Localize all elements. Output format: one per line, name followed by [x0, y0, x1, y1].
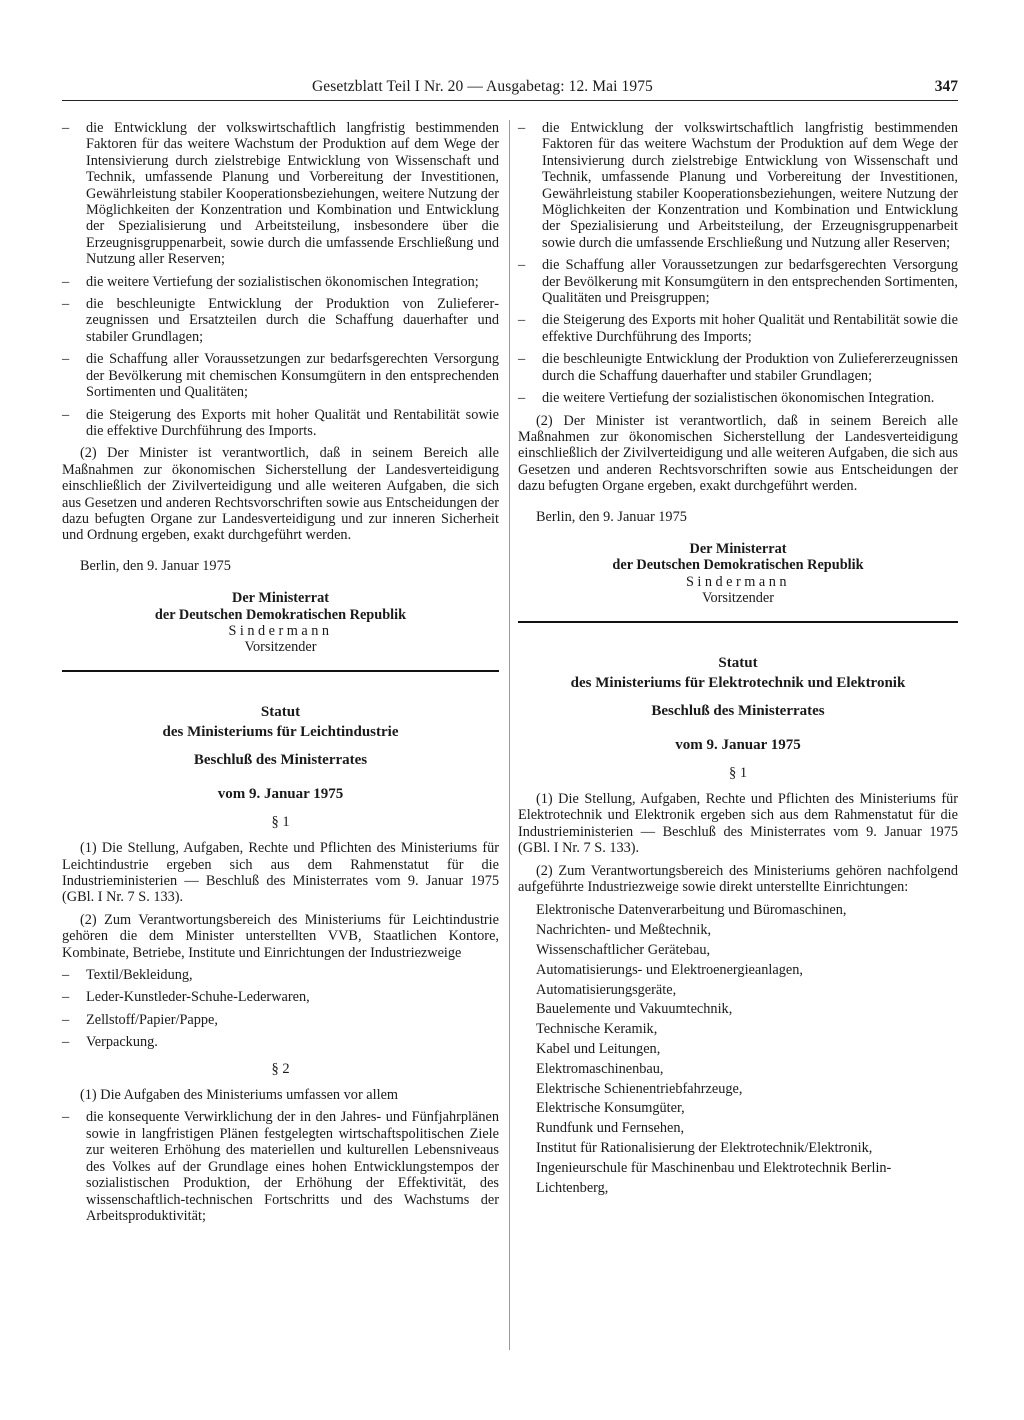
signature-name: Sindermann — [228, 622, 333, 639]
branch-item: Institut für Rationalisierung der Elektrotechnik/Elektronik, — [536, 1139, 873, 1156]
list-item: – die konsequente Verwirklichung der in den Jahres- und Fünfjahrplänen sowie in langfristigen Plänen festgelegten wirtschaftspolitischen Ziele zur weiteren Erhöhung des materiellen und kulturellen Lebensniveaus des Volkes auf der Grundlage eines hohen Entwicklungstempos der sozialistischen Produktion, der Erhöhung der Effektivität, des wissenschaftlich-technischen Fortschritts und des Wachstums der Arbeitsproduktivität; — [62, 1109, 499, 1224]
signature-role: Vorsitzender — [702, 590, 774, 607]
list-item-text: Textil/Bekleidung, — [86, 967, 193, 984]
list-item-text: die Entwicklung der volkswirtschaftlich langfristig bestimmenden Faktoren für das weitere Wachstum der Produktion auf dem Wege der Intensivierung durch zielstrebige Entwicklung von Wissenschaft und Technik, umfassende Planung und Vorbereitung der Investitionen, Gewährleistung stabiler Kooperationsbeziehungen, weitere Nutzung der Möglichkeiten der Konzentration und Kombination und Entwicklung der Spezialisierung und Arbeitsteilung, insbesondere über die Erzeugnisgruppenarbeit, sowie durch die umfassende Erschließung und Nutzung aller Reserven; — [86, 120, 499, 268]
statute-paragraph-2: (2) Zum Verantwortungsbereich des Ministeriums für Leichtindustrie gehören die dem Minister unterstellten VVB, Staatlichen Kontore, Kombinate, Betriebe, Institute und Einrichtungen der Industriezweige — [62, 911, 499, 961]
list-item: – Zellstoff/Papier/Pappe, — [62, 1011, 218, 1028]
branch-item: Nachrichten- und Meßtechnik, — [536, 922, 712, 939]
branch-item: Elektromaschinenbau, — [536, 1060, 664, 1077]
branch-item: Elektronische Datenverarbeitung und Büromaschinen, — [536, 902, 847, 919]
page-number: 347 — [934, 78, 958, 95]
signature-role: Vorsitzender — [244, 639, 317, 656]
list-item: – die Schaffung aller Voraussetzungen zur bedarfsgerechten Versorgung der Bevölkerung mit chemischen Konsumgütern in den entsprechenden Sortimenten und Qualitäten; — [62, 351, 499, 401]
list-item: – die Entwicklung der volkswirtschaftlich langfristig bestimmenden Faktoren für das weitere Wachstum der Produktion auf dem Wege der Intensivierung durch zielstrebige Entwicklung von Wissenschaft und Technik, umfassende Planung und Vorbereitung der Investitionen, Gewährleistung stabiler Kooperationsbeziehungen, weitere Nutzung der Möglichkeiten der Konzentration und Kombination und Entwicklung der Spezialisierung und Arbeitsteilung, der Erzeugnisgruppenarbeit sowie durch die umfassende Erschließung und Nutzung aller Reserven; — [518, 120, 958, 251]
statute-date: vom 9. Januar 1975 — [675, 736, 801, 753]
place-date: Berlin, den 9. Januar 1975 — [536, 508, 687, 525]
signature-org-2: der Deutschen Demokratischen Republik — [612, 557, 864, 574]
list-item-text: Zellstoff/Papier/Pappe, — [86, 1011, 218, 1028]
paragraph-2: (2) Der Minister ist verantwortlich, daß in seinem Bereich alle Maßnahmen zur ökonomischen Sicherstellung der Landesverteidigung einschließlich der Zivilverteidigung und alle weiteren Aufgaben, die sich aus Gesetzen und anderen Rechtsvorschriften sowie aus Entscheidungen der dazu befugten Organe ergeben, exakt durchgeführt werden. — [518, 412, 958, 495]
statute-title: Statut — [718, 654, 758, 671]
list-item: – die beschleunigte Entwicklung der Produktion von Zuliefererzeugnissen durch die Schaffung dauerhafter und stabiler Grundlagen; — [518, 351, 958, 384]
list-item-text: die Steigerung des Exports mit hoher Qualität und Rentabilität sowie die effektive Durchführung des Imports; — [542, 312, 958, 345]
list-item: – Leder-Kunstleder-Schuhe-Lederwaren, — [62, 989, 310, 1006]
branch-item: Ingenieurschule für Maschinenbau und Elektrotechnik Berlin-Lichtenberg, — [536, 1159, 892, 1196]
list-item: – die beschleunigte Entwicklung der Produktion von Zuliefererzeugnissen und Ersatzteilen durch die Schaffung dauerhafter und stabiler Grundlagen; — [62, 296, 499, 345]
list-item: – Verpackung. — [62, 1034, 158, 1051]
statute-paragraph-1: (1) Die Stellung, Aufgaben, Rechte und Pflichten des Ministeriums für Elektrotechnik und Elektronik ergeben sich aus dem Rahmenstatut für die Industrieministerien — Beschluß des Ministerrates vom 9. Januar 1975 (GBl. I Nr. 7 S. 133). — [518, 790, 958, 857]
list-item: – die weitere Vertiefung der sozialistischen ökonomischen Integration; — [62, 273, 479, 290]
statute-date: vom 9. Januar 1975 — [217, 785, 344, 802]
statute-paragraph-3: (1) Die Aufgaben des Ministeriums umfassen vor allem — [80, 1087, 399, 1104]
list-item-text: die konsequente Verwirklichung der in den Jahres- und Fünfjahrplänen sowie in langfristigen Plänen festgelegten wirtschaftspolitischen Ziele zur weiteren Erhöhung des materiellen und kulturellen Lebensniveaus des Volkes auf der Grundlage eines hohen Entwicklungstempos der sozialistischen Produktion, der Erhöhung der Effektivität, des wissenschaftlich-technischen Fortschritts und des Wachstums der Arbeitsproduktivität; — [86, 1109, 499, 1224]
branch-item: Technische Keramik, — [536, 1021, 658, 1038]
list-item: – die Steigerung des Exports mit hoher Qualität und Rentabilität sowie die effektive Durchführung des Imports; — [518, 312, 958, 345]
list-item-text: die Entwicklung der volkswirtschaftlich langfristig bestimmenden Faktoren für das weitere Wachstum der Produktion auf dem Wege der Intensivierung durch zielstrebige Entwicklung von Wissenschaft und Technik, umfassende Planung und Vorbereitung der Investitionen, Gewährleistung stabiler Kooperationsbeziehungen, weitere Nutzung der Möglichkeiten der Konzentration und Kombination und Entwicklung der Spezialisierung und Arbeitsteilung, der Erzeugnisgruppenarbeit sowie durch die umfassende Erschließung und Nutzung aller Reserven; — [542, 120, 958, 251]
list-item: – die weitere Vertiefung der sozialistischen ökonomischen Integration. — [518, 390, 935, 407]
signature-org: Der Ministerrat — [232, 590, 329, 607]
list-item-text: die Steigerung des Exports mit hoher Qualität und Rentabilität sowie die effektive Durchführung des Imports. — [86, 406, 499, 439]
right-column — [518, 120, 958, 1198]
statute-decision: Beschluß des Ministerrates — [651, 702, 825, 719]
branch-item: Kabel und Leitungen, — [536, 1040, 661, 1057]
statute-decision: Beschluß des Ministerrates — [193, 751, 368, 768]
gazette-title: Gesetzblatt Teil I Nr. 20 — Ausgabetag: 12. Mai 1975 — [312, 78, 653, 95]
branch-item: Elektrische Konsumgüter, — [536, 1100, 685, 1117]
list-item-text: die Schaffung aller Voraussetzungen zur bedarfsgerechten Versorgung der Bevölkerung mit chemischen Konsumgütern in den entsprechenden Sortimenten und Qualitäten; — [86, 351, 499, 401]
section-rule — [62, 670, 499, 672]
list-item-text: die weitere Vertiefung der sozialistischen ökonomischen Integration. — [542, 390, 935, 407]
paragraph-2: (2) Der Minister ist verantwortlich, daß in seinem Bereich alle Maßnahmen zur ökonomischen Sicherstellung der Landesverteidigung einschließlich der Zivilverteidigung und alle weiteren Aufgaben, die sich aus Gesetzen und anderen Rechtsvorschriften sowie aus Entscheidungen der dazu befugten Organe zur Landesverteidigung und zur inneren Sicherheit und Ordnung ergeben, exakt durchgeführt werden. — [62, 445, 499, 544]
list-item: – die Schaffung aller Voraussetzungen zur bedarfsgerechten Versorgung der Bevölkerung mit Konsumgütern in den entsprechenden Sortimenten, Qualitäten und Preisgruppen; — [518, 257, 958, 307]
list-item: – Textil/Bekleidung, — [62, 967, 193, 984]
list-item-text: Verpackung. — [86, 1034, 158, 1051]
statute-subtitle: des Ministeriums für Leichtindustrie — [162, 723, 399, 740]
signature-org-2: der Deutschen Demokratischen Republik — [154, 606, 407, 623]
statute-paragraph-2: (2) Zum Verantwortungsbereich des Ministeriums gehören nachfolgend aufgeführte Industriezweige sowie direkt unterstellte Einrichtungen: — [518, 862, 958, 895]
branch-item: Wissenschaftlicher Gerätebau, — [536, 942, 711, 958]
list-item-text: die beschleunigte Entwicklung der Produktion von Zuliefererzeugnissen durch die Schaffung dauerhafter und stabiler Grundlagen; — [542, 351, 958, 384]
signature-name: Sindermann — [685, 573, 791, 590]
place-date: Berlin, den 9. Januar 1975 — [80, 557, 231, 574]
statute-title: Statut — [260, 703, 301, 720]
branch-item: Automatisierungsgeräte, — [536, 981, 677, 998]
statute-subtitle: des Ministeriums für Elektrotechnik und Elektronik — [570, 674, 906, 691]
branch-item: Elektrische Schienentriebfahrzeuge, — [536, 1080, 743, 1097]
list-item-text: die weitere Vertiefung der sozialistischen ökonomischen Integration; — [86, 273, 479, 290]
left-column — [62, 120, 499, 1230]
statute-paragraph-1: (1) Die Stellung, Aufgaben, Rechte und Pflichten des Ministeriums für Leichtindustrie ergeben sich aus dem Rahmenstatut für die Industrieministerien — Beschluß des Ministerrates vom 9. Januar 1975 (GBl. I Nr. 7 S. 133). — [62, 840, 499, 906]
signature-org: Der Ministerrat — [689, 540, 787, 557]
branch-item: Bauelemente und Vakuumtechnik, — [536, 1001, 733, 1018]
branch-item: Rundfunk und Fernsehen, — [536, 1120, 685, 1137]
list-item: – die Entwicklung der volkswirtschaftlich langfristig bestimmenden Faktoren für das weitere Wachstum der Produktion auf dem Wege der Intensivierung durch zielstrebige Entwicklung von Wissenschaft und Technik, umfassende Planung und Vorbereitung der Investitionen, Gewährleistung stabiler Kooperationsbeziehungen, weitere Nutzung der Möglichkeiten der Konzentration und Kombination und Entwicklung der Spezialisierung und Arbeitsteilung, insbesondere über die Erzeugnisgruppenarbeit, sowie durch die umfassende Erschließung und Nutzung aller Reserven; — [62, 120, 499, 268]
page-header — [62, 78, 958, 101]
section-rule — [518, 621, 958, 623]
list-item-text: die beschleunigte Entwicklung der Produktion von Zuliefererzeugnissen und Ersatzteilen durch die Schaffung dauerhafter und stabiler Grundlagen; — [86, 296, 499, 345]
section-sign-1: § 1 — [728, 764, 748, 781]
branch-item: Automatisierungs- und Elektroenergieanlagen, — [536, 961, 803, 978]
list-item-text: die Schaffung aller Voraussetzungen zur bedarfsgerechten Versorgung der Bevölkerung mit Konsumgütern in den entsprechenden Sortimenten, Qualitäten und Preisgruppen; — [542, 257, 958, 307]
section-sign-1: § 1 — [271, 813, 290, 830]
list-item: – die Steigerung des Exports mit hoher Qualität und Rentabilität sowie die effektive Durchführung des Imports. — [62, 406, 499, 439]
section-sign-2: § 2 — [271, 1060, 290, 1077]
column-divider — [509, 120, 510, 1350]
list-item-text: Leder-Kunstleder-Schuhe-Lederwaren, — [86, 989, 310, 1006]
